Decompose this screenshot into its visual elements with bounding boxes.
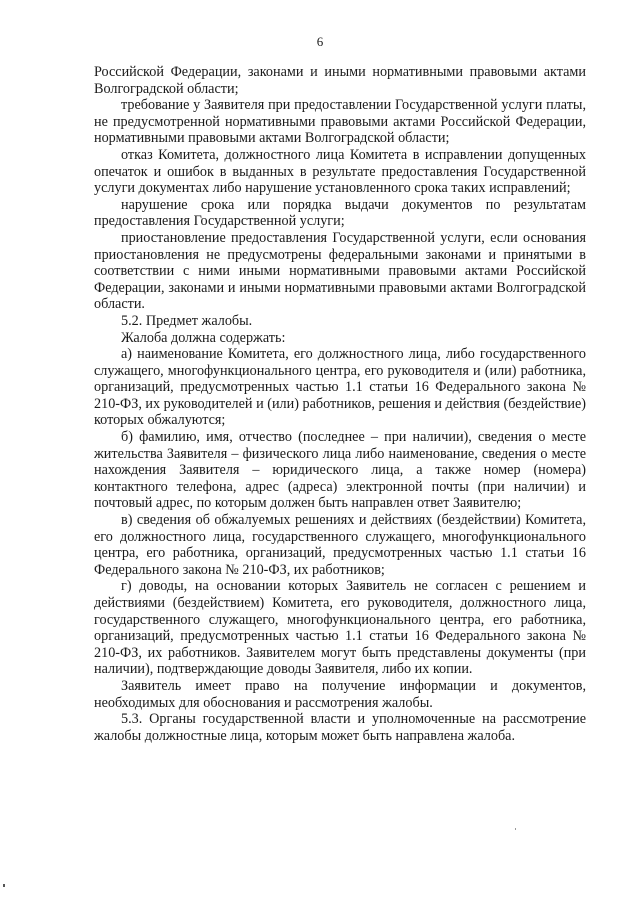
list-item-g: г) доводы, на основании которых Заявитель не согласен с решением и действиями (бездействием) Комитета, его руководителя, должностного лица, государственного служащего, многофункционального центра, его работника, организаций, предусмотренных частью 1.1 статьи 16 Федерального закона № 210-ФЗ, их работников. Заявителем могут быть представлены документы (при наличии), подтверждающие доводы Заявителя, либо их копии. xyxy=(94,578,586,678)
scan-speck xyxy=(3,884,5,887)
list-item-v: в) сведения об обжалуемых решениях и действиях (бездействии) Комитета, его должностного лица, государственного служащего, многофункционального центра, его работника, организаций, предусмотренных частью 1.1 статьи 16 Федерального закона № 210-ФЗ, их работников; xyxy=(94,512,586,578)
list-item-a: а) наименование Комитета, его должностного лица, либо государственного служащего, многофункционального центра, его руководителя и (или) работника, организаций, предусмотренных частью 1.1 статьи 16 Федерального закона № 210-ФЗ, их руководителей и (или) работников, решения и действия (бездействие) которых обжалуются; xyxy=(94,346,586,429)
paragraph-fee-requirement: требование у Заявителя при предоставлении Государственной услуги платы, не предусмотренной нормативными правовыми актами Российской Федерации, нормативными правовыми актами Волгоградской области; xyxy=(94,97,586,147)
list-item-b: б) фамилию, имя, отчество (последнее – при наличии), сведения о месте жительства Заявителя – физического лица либо наименование, сведения о месте нахождения Заявителя – юридического лица, а также номер (номера) контактного телефона, адрес (адреса) электронной почты (при наличии) и почтовый адрес, по которым должен быть направлен ответ Заявителю; xyxy=(94,429,586,512)
section-5-3: 5.3. Органы государственной власти и уполномоченные на рассмотрение жалобы должностные лица, которым может быть направлена жалоба. xyxy=(94,711,586,744)
section-heading-5-2: 5.2. Предмет жалобы. xyxy=(121,312,253,329)
paragraph-suspension: приостановление предоставления Государственной услуги, если основания приостановления не предусмотрены федеральными законами и принятыми в соответствии с ними иными нормативными правовыми актами Российской Федерации, законами и иными нормативными правовыми актами Волгоградской области. xyxy=(94,229,586,313)
paragraph-complaint-contents: Жалоба должна содержать: xyxy=(121,329,286,346)
scan-speck xyxy=(515,828,516,830)
paragraph-issue-deadline: нарушение срока или порядка выдачи документов по результатам предоставления Государственной услуги; xyxy=(94,196,586,230)
paragraph-applicant-rights: Заявитель имеет право на получение информации и документов, необходимых для обоснования и рассмотрения жалобы. xyxy=(94,677,586,711)
paragraph-correction-refusal: отказ Комитета, должностного лица Комитета в исправлении допущенных опечаток и ошибок в выданных в результате предоставления Государственной услуги документах либо нарушение установленного срока таких исправлений; xyxy=(94,146,586,197)
document-body xyxy=(94,64,586,744)
paragraph-continuation: Российской Федерации, законами и иными нормативными правовыми актами Волгоградской области; xyxy=(94,64,586,97)
page-number: 6 xyxy=(316,34,324,49)
